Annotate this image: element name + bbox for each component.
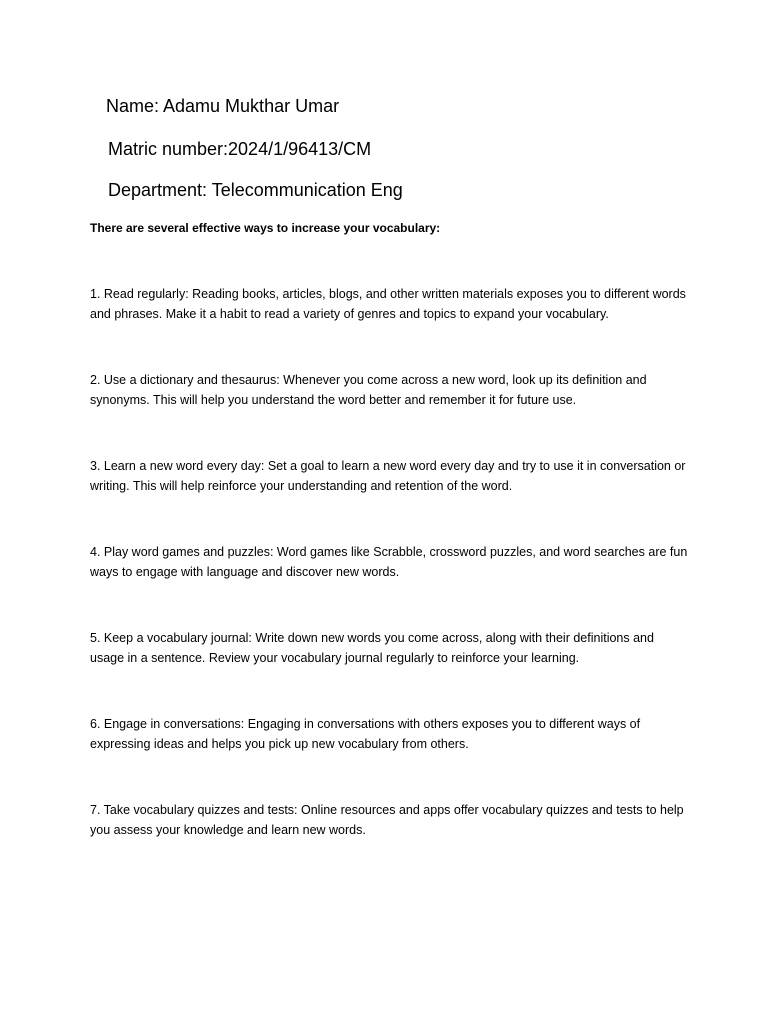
tip-item: 4. Play word games and puzzles: Word games like Scrabble, crossword puzzles, and word searches are fun ways to engage with language and discover new words. bbox=[90, 545, 688, 579]
tip-item: 1. Read regularly: Reading books, articles, blogs, and other written materials exposes you to different words and phrases. Make it a habit to read a variety of genres and topics to expand your vocabulary. bbox=[90, 287, 686, 321]
tip-item: 5. Keep a vocabulary journal: Write down new words you come across, along with their definitions and usage in a sentence. Review your vocabulary journal regularly to reinforce your learning. bbox=[90, 631, 654, 665]
tip-item: 6. Engage in conversations: Engaging in conversations with others exposes you to different ways of expressing ideas and helps you pick up new vocabulary from others. bbox=[90, 717, 641, 751]
tips-list bbox=[90, 284, 690, 886]
matric-number: Matric number:2024/1/96413/CM bbox=[108, 139, 372, 159]
department: Department: Telecommunication Eng bbox=[108, 180, 403, 200]
intro-text: There are several effective ways to increase your vocabulary: bbox=[90, 221, 441, 235]
tip-item: 7. Take vocabulary quizzes and tests: Online resources and apps offer vocabulary quizzes and tests to help you assess your knowledge and learn new words. bbox=[90, 803, 684, 837]
tip-item: 3. Learn a new word every day: Set a goal to learn a new word every day and try to use it in conversation or writing. This will help reinforce your understanding and retention of the word. bbox=[90, 459, 686, 493]
student-name: Name: Adamu Mukthar Umar bbox=[106, 96, 340, 116]
tip-item: 2. Use a dictionary and thesaurus: Whenever you come across a new word, look up its definition and synonyms. This will help you understand the word better and remember it for future use. bbox=[90, 373, 647, 407]
